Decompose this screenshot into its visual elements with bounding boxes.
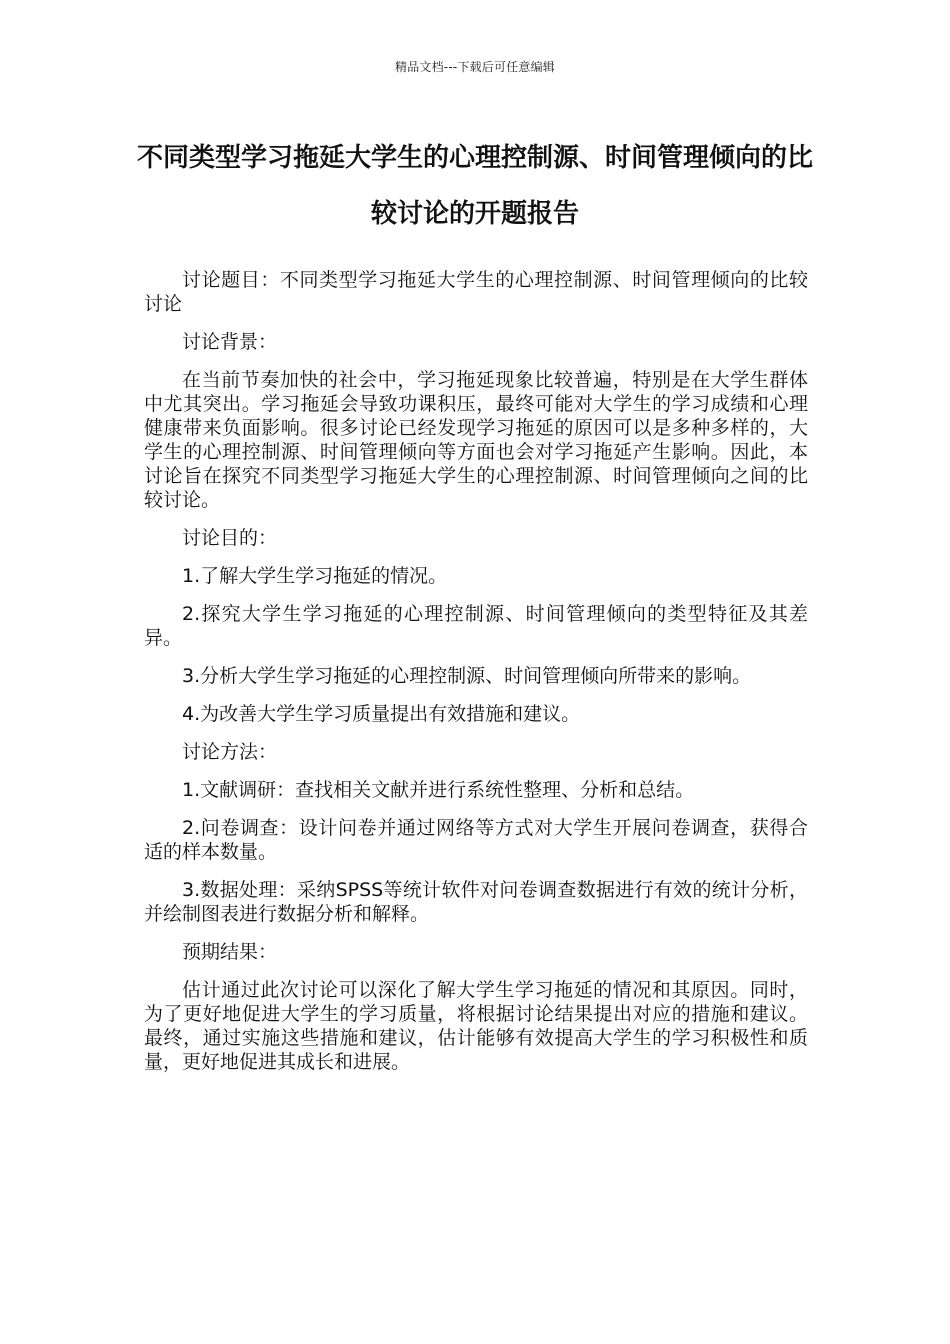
method-item-2: 2.问卷调查：设计问卷并通过网络等方式对大学生开展问卷调查，获得合适的样本数量。	[144, 817, 808, 863]
heading-background: 讨论背景：	[182, 331, 278, 353]
method-item-3: 3.数据处理：采纳SPSS等统计软件对问卷调查数据进行有效的统计分析，并绘制图表进行数据分析和解释。	[144, 879, 808, 925]
purpose-item-1: 1.了解大学生学习拖延的情况。	[182, 565, 448, 587]
header-note: 精品文档---下载后可任意编辑	[395, 60, 555, 74]
method-item-1: 1.文献调研：查找相关文献并进行系统性整理、分析和总结。	[182, 779, 695, 801]
purpose-item-2: 2.探究大学生学习拖延的心理控制源、时间管理倾向的类型特征及其差异。	[144, 603, 808, 649]
paragraph-expected-results: 估计通过此次讨论可以深化了解大学生学习拖延的情况和其原因。同时，为了更好地促进大学生的学习质量，将根据讨论结果提出对应的措施和建议。最终，通过实施这些措施和建议，估计能够有效提高大学生的学习积极性和质量，更好地促进其成长和进展。	[144, 979, 808, 1073]
paragraph-topic: 讨论题目：不同类型学习拖延大学生的心理控制源、时间管理倾向的比较讨论	[144, 269, 808, 315]
document-body	[144, 268, 808, 1088]
heading-purpose: 讨论目的：	[182, 527, 278, 549]
purpose-item-3: 3.分析大学生学习拖延的心理控制源、时间管理倾向所带来的影响。	[182, 665, 752, 687]
document-title: 不同类型学习拖延大学生的心理控制源、时间管理倾向的比较讨论的开题报告	[136, 143, 813, 229]
purpose-item-4: 4.为改善大学生学习质量提出有效措施和建议。	[182, 703, 581, 725]
paragraph-background: 在当前节奏加快的社会中，学习拖延现象比较普遍，特别是在大学生群体中尤其突出。学习拖延会导致功课积压，最终可能对大学生的学习成绩和心理健康带来负面影响。很多讨论已经发现学习拖延的原因可以是多种多样的，大学生的心理控制源、时间管理倾向等方面也会对学习拖延产生影响。因此，本讨论旨在探究不同类型学习拖延大学生的心理控制源、时间管理倾向之间的比较讨论。	[144, 369, 808, 511]
heading-methods: 讨论方法：	[182, 741, 278, 763]
heading-expected-results: 预期结果：	[182, 941, 278, 963]
